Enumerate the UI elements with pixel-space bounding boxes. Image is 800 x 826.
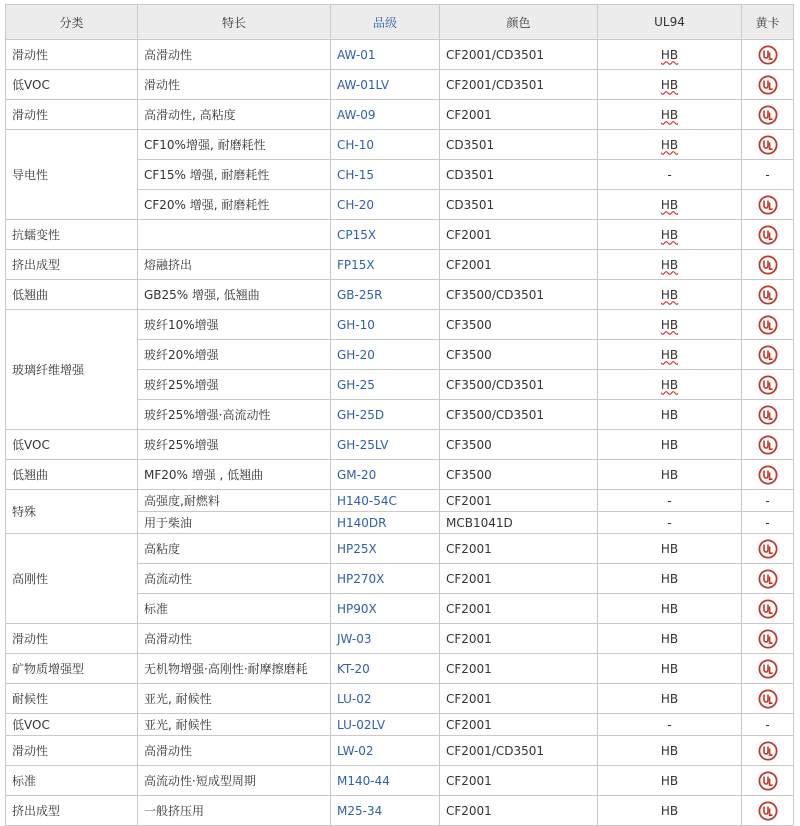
- ul94-rating: HB: [660, 347, 679, 362]
- ul94-rating: HB: [660, 571, 679, 586]
- table-row: [6, 310, 794, 340]
- cell-yellow-card: [742, 100, 794, 130]
- cell-yellow-card: [742, 460, 794, 490]
- cell-color: MCB1041D: [440, 512, 598, 534]
- cell-feature: 滑动性: [138, 70, 331, 100]
- ul94-rating: HB: [660, 197, 679, 212]
- cell-yellow-card: [742, 766, 794, 796]
- header-yellow-card: 黄卡: [742, 5, 794, 40]
- ul94-rating: HB: [660, 467, 679, 482]
- ul94-rating: HB: [660, 601, 679, 616]
- ul-listed-icon[interactable]: [758, 105, 778, 125]
- cell-color: CF2001: [440, 624, 598, 654]
- cell-color: CF2001: [440, 490, 598, 512]
- cell-feature: 高强度,耐燃料: [138, 490, 331, 512]
- header-grade[interactable]: 品级: [331, 5, 440, 40]
- cell-color: CF3500: [440, 430, 598, 460]
- ul94-rating: HB: [660, 631, 679, 646]
- cell-ul94: [598, 160, 742, 190]
- cell-color: CD3501: [440, 160, 598, 190]
- grade-link[interactable]: GB-25R: [331, 280, 440, 310]
- cell-category: 特殊: [6, 490, 138, 534]
- header-category: 分类: [6, 5, 138, 40]
- cell-color: CF3500: [440, 340, 598, 370]
- table-row: [6, 766, 794, 796]
- ul94-rating: HB: [660, 47, 679, 62]
- cell-yellow-card: [742, 400, 794, 430]
- cell-ul94: [598, 714, 742, 736]
- cell-ul94: [598, 100, 742, 130]
- cell-feature: 无机物增强·高刚性·耐摩擦磨耗: [138, 654, 331, 684]
- grade-link[interactable]: LU-02: [331, 684, 440, 714]
- cell-ul94: [598, 70, 742, 100]
- ul-listed-icon[interactable]: [758, 255, 778, 275]
- cell-ul94: [598, 340, 742, 370]
- ul-listed-icon[interactable]: [758, 345, 778, 365]
- cell-yellow-card: [742, 70, 794, 100]
- cell-color: CD3501: [440, 190, 598, 220]
- header-color: 颜色: [440, 5, 598, 40]
- ul-listed-icon[interactable]: [758, 285, 778, 305]
- cell-category: 高刚性: [6, 534, 138, 624]
- table-row: [6, 130, 794, 160]
- cell-feature: CF15% 增强, 耐磨耗性: [138, 160, 331, 190]
- cell-color: CF2001: [440, 766, 598, 796]
- table-row: [6, 70, 794, 100]
- ul-listed-icon[interactable]: [758, 629, 778, 649]
- ul94-rating: HB: [660, 437, 679, 452]
- cell-yellow-card: [742, 220, 794, 250]
- cell-ul94: [598, 766, 742, 796]
- cell-ul94: [598, 564, 742, 594]
- grade-link[interactable]: H140-54C: [331, 490, 440, 512]
- ul-listed-icon[interactable]: [758, 771, 778, 791]
- ul-listed-icon[interactable]: [758, 225, 778, 245]
- grade-link[interactable]: AW-09: [331, 100, 440, 130]
- ul-listed-icon[interactable]: [758, 599, 778, 619]
- cell-yellow-card-empty: -: [742, 512, 794, 534]
- cell-yellow-card: [742, 370, 794, 400]
- table-row: [6, 220, 794, 250]
- cell-color: CF3500: [440, 460, 598, 490]
- cell-feature: 高流动性: [138, 564, 331, 594]
- cell-color: CF2001/CD3501: [440, 40, 598, 70]
- grade-link[interactable]: GH-20: [331, 340, 440, 370]
- cell-feature: 高粘度: [138, 534, 331, 564]
- cell-yellow-card-empty: -: [742, 714, 794, 736]
- grade-link[interactable]: GM-20: [331, 460, 440, 490]
- cell-feature: 玻纤25%增强·高流动性: [138, 400, 331, 430]
- ul-listed-icon[interactable]: [758, 539, 778, 559]
- cell-yellow-card: [742, 40, 794, 70]
- cell-ul94: [598, 400, 742, 430]
- grade-link[interactable]: KT-20: [331, 654, 440, 684]
- cell-yellow-card: [742, 624, 794, 654]
- cell-feature: 一般挤压用: [138, 796, 331, 826]
- ul-listed-icon[interactable]: [758, 465, 778, 485]
- table-row: [6, 460, 794, 490]
- ul-listed-icon[interactable]: [758, 689, 778, 709]
- ul94-rating: HB: [660, 377, 679, 392]
- table-row: [6, 100, 794, 130]
- cell-color: CF3500: [440, 310, 598, 340]
- cell-color: CF2001/CD3501: [440, 736, 598, 766]
- cell-ul94: [598, 280, 742, 310]
- cell-yellow-card: [742, 310, 794, 340]
- grade-link[interactable]: GH-25: [331, 370, 440, 400]
- grade-link[interactable]: AW-01LV: [331, 70, 440, 100]
- table-row: [6, 490, 794, 512]
- cell-color: CF2001: [440, 564, 598, 594]
- grade-link[interactable]: H140DR: [331, 512, 440, 534]
- ul94-rating: HB: [660, 317, 679, 332]
- cell-feature: 玻纤10%增强: [138, 310, 331, 340]
- cell-feature: CF10%增强, 耐磨耗性: [138, 130, 331, 160]
- cell-yellow-card-empty: -: [742, 490, 794, 512]
- cell-color: CF2001: [440, 220, 598, 250]
- ul-listed-icon[interactable]: [758, 659, 778, 679]
- table-body: [6, 40, 794, 826]
- cell-category: 挤出成型: [6, 796, 138, 826]
- cell-ul94: [598, 594, 742, 624]
- cell-yellow-card: [742, 250, 794, 280]
- cell-category: 抗蠕变性: [6, 220, 138, 250]
- ul94-rating: HB: [660, 773, 679, 788]
- grade-link[interactable]: HP90X: [331, 594, 440, 624]
- cell-feature: 玻纤25%增强: [138, 430, 331, 460]
- ul-listed-icon[interactable]: [758, 45, 778, 65]
- cell-yellow-card: [742, 684, 794, 714]
- grade-link[interactable]: M25-34: [331, 796, 440, 826]
- grade-link[interactable]: JW-03: [331, 624, 440, 654]
- cell-ul94: [598, 40, 742, 70]
- cell-ul94: [598, 130, 742, 160]
- cell-category: 标准: [6, 766, 138, 796]
- cell-category: 低VOC: [6, 70, 138, 100]
- ul-listed-icon[interactable]: [758, 569, 778, 589]
- cell-yellow-card: [742, 796, 794, 826]
- ul94-rating: HB: [660, 743, 679, 758]
- cell-color: CF2001: [440, 100, 598, 130]
- cell-ul94: [598, 534, 742, 564]
- cell-category: 滑动性: [6, 40, 138, 70]
- cell-color: CF3500/CD3501: [440, 280, 598, 310]
- cell-ul94: [598, 310, 742, 340]
- cell-feature: MF20% 增强 , 低翘曲: [138, 460, 331, 490]
- table-row: [6, 654, 794, 684]
- cell-feature: 高流动性·短成型周期: [138, 766, 331, 796]
- cell-ul94: [598, 684, 742, 714]
- cell-color: CF2001: [440, 594, 598, 624]
- cell-feature: CF20% 增强, 耐磨耗性: [138, 190, 331, 220]
- grade-link[interactable]: HP270X: [331, 564, 440, 594]
- table-row: [6, 796, 794, 826]
- cell-category: 滑动性: [6, 624, 138, 654]
- cell-color: CD3501: [440, 130, 598, 160]
- ul94-rating: HB: [660, 257, 679, 272]
- cell-ul94: [598, 430, 742, 460]
- cell-ul94: [598, 220, 742, 250]
- cell-feature: 高滑动性: [138, 624, 331, 654]
- table-header-row: [6, 5, 794, 40]
- grade-link[interactable]: HP25X: [331, 534, 440, 564]
- grade-link[interactable]: GH-25LV: [331, 430, 440, 460]
- cell-feature: 高滑动性, 高粘度: [138, 100, 331, 130]
- cell-color: CF3500/CD3501: [440, 370, 598, 400]
- ul94-rating: -: [667, 167, 672, 182]
- table-row: [6, 280, 794, 310]
- table-row: [6, 736, 794, 766]
- table-row: [6, 40, 794, 70]
- cell-feature: 用于柴油: [138, 512, 331, 534]
- cell-ul94: [598, 460, 742, 490]
- cell-color: CF2001: [440, 796, 598, 826]
- cell-feature: 玻纤20%增强: [138, 340, 331, 370]
- grade-link[interactable]: LU-02LV: [331, 714, 440, 736]
- ul94-rating: -: [667, 717, 672, 732]
- ul94-rating: HB: [660, 227, 679, 242]
- cell-feature: 高滑动性: [138, 40, 331, 70]
- cell-color: CF2001: [440, 654, 598, 684]
- cell-category: 挤出成型: [6, 250, 138, 280]
- grade-link[interactable]: M140-44: [331, 766, 440, 796]
- ul-listed-icon[interactable]: [758, 741, 778, 761]
- table-row: [6, 534, 794, 564]
- header-ul94: UL94: [598, 5, 742, 40]
- grade-link[interactable]: FP15X: [331, 250, 440, 280]
- ul94-rating: -: [667, 515, 672, 530]
- cell-yellow-card: [742, 654, 794, 684]
- cell-color: CF2001: [440, 250, 598, 280]
- cell-yellow-card: [742, 280, 794, 310]
- ul94-rating: HB: [660, 107, 679, 122]
- ul-listed-icon[interactable]: [758, 435, 778, 455]
- cell-color: CF2001: [440, 714, 598, 736]
- ul94-rating: HB: [660, 541, 679, 556]
- cell-yellow-card: [742, 594, 794, 624]
- grade-link[interactable]: GH-10: [331, 310, 440, 340]
- cell-yellow-card: [742, 340, 794, 370]
- cell-yellow-card: [742, 564, 794, 594]
- cell-color: CF2001: [440, 684, 598, 714]
- grade-link[interactable]: GH-25D: [331, 400, 440, 430]
- cell-category: 耐候性: [6, 684, 138, 714]
- table-row: [6, 250, 794, 280]
- ul-listed-icon[interactable]: [758, 315, 778, 335]
- cell-ul94: [598, 796, 742, 826]
- cell-ul94: [598, 624, 742, 654]
- cell-ul94: [598, 490, 742, 512]
- cell-category: 低VOC: [6, 430, 138, 460]
- header-feature: 特长: [138, 5, 331, 40]
- table-row: [6, 624, 794, 654]
- ul94-rating: HB: [660, 661, 679, 676]
- cell-category: 低VOC: [6, 714, 138, 736]
- cell-color: CF2001/CD3501: [440, 70, 598, 100]
- cell-ul94: [598, 250, 742, 280]
- cell-yellow-card: [742, 190, 794, 220]
- table-row: [6, 714, 794, 736]
- cell-ul94: [598, 512, 742, 534]
- ul-listed-icon[interactable]: [758, 135, 778, 155]
- cell-yellow-card: [742, 430, 794, 460]
- cell-feature: 高滑动性: [138, 736, 331, 766]
- cell-color: CF2001: [440, 534, 598, 564]
- cell-feature: 标准: [138, 594, 331, 624]
- cell-category: 低翘曲: [6, 460, 138, 490]
- table-row: [6, 430, 794, 460]
- cell-yellow-card: [742, 130, 794, 160]
- grade-link[interactable]: CH-15: [331, 160, 440, 190]
- cell-category: 矿物质增强型: [6, 654, 138, 684]
- grade-link[interactable]: AW-01: [331, 40, 440, 70]
- cell-color: CF3500/CD3501: [440, 400, 598, 430]
- cell-ul94: [598, 370, 742, 400]
- ul-listed-icon[interactable]: [758, 405, 778, 425]
- grade-spec-table: [5, 4, 794, 826]
- cell-category: 滑动性: [6, 100, 138, 130]
- grade-link[interactable]: CP15X: [331, 220, 440, 250]
- ul94-rating: HB: [660, 287, 679, 302]
- grade-link[interactable]: LW-02: [331, 736, 440, 766]
- cell-ul94: [598, 190, 742, 220]
- grade-link[interactable]: CH-20: [331, 190, 440, 220]
- cell-category: 导电性: [6, 130, 138, 220]
- grade-link[interactable]: CH-10: [331, 130, 440, 160]
- ul-listed-icon[interactable]: [758, 195, 778, 215]
- cell-ul94: [598, 736, 742, 766]
- cell-yellow-card: [742, 534, 794, 564]
- cell-feature: 亚光, 耐候性: [138, 684, 331, 714]
- table-row: [6, 684, 794, 714]
- cell-feature: 亚光, 耐候性: [138, 714, 331, 736]
- cell-category: 滑动性: [6, 736, 138, 766]
- ul94-rating: HB: [660, 803, 679, 818]
- ul94-rating: HB: [660, 691, 679, 706]
- cell-category: 玻璃纤维增强: [6, 310, 138, 430]
- cell-ul94: [598, 654, 742, 684]
- ul-listed-icon[interactable]: [758, 75, 778, 95]
- cell-feature: 玻纤25%增强: [138, 370, 331, 400]
- cell-yellow-card: [742, 736, 794, 766]
- ul94-rating: HB: [660, 137, 679, 152]
- cell-feature: 熔融挤出: [138, 250, 331, 280]
- ul94-rating: -: [667, 493, 672, 508]
- cell-category: 低翘曲: [6, 280, 138, 310]
- cell-yellow-card-empty: -: [742, 160, 794, 190]
- cell-feature: GB25% 增强, 低翘曲: [138, 280, 331, 310]
- cell-feature: [138, 220, 331, 250]
- ul-listed-icon[interactable]: [758, 375, 778, 395]
- ul94-rating: HB: [660, 77, 679, 92]
- ul94-rating: HB: [660, 407, 679, 422]
